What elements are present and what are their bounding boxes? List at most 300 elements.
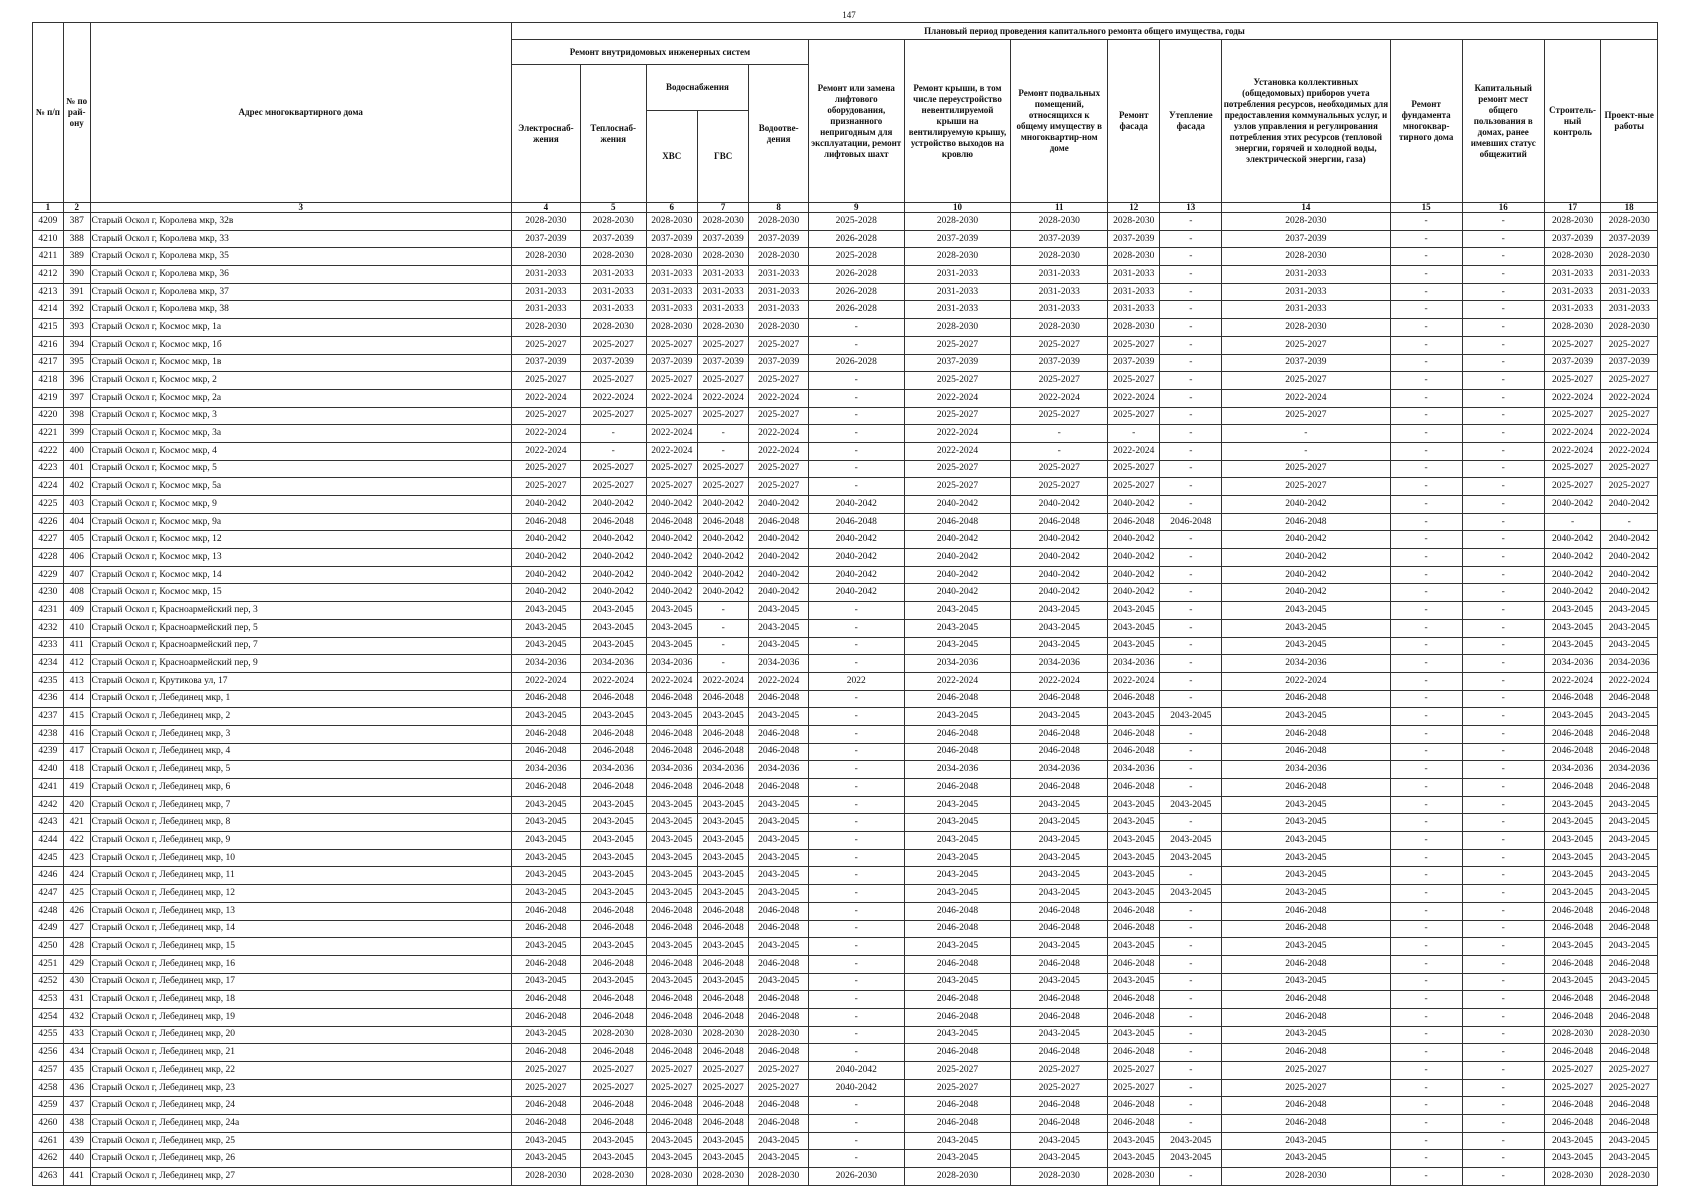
table-cell: 2025-2027 xyxy=(1108,478,1160,496)
table-cell: 2046-2048 xyxy=(1544,725,1601,743)
table-cell: 2043-2045 xyxy=(511,938,580,956)
table-cell: 2043-2045 xyxy=(1222,1132,1391,1150)
table-cell: 2025-2027 xyxy=(749,1062,809,1080)
table-cell: - xyxy=(1160,1097,1222,1115)
table-cell: 2046-2048 xyxy=(580,955,646,973)
address-cell: Старый Оскол г, Лебединец мкр, 19 xyxy=(90,1008,511,1026)
table-cell: 2037-2039 xyxy=(1011,230,1108,248)
table-cell: 2046-2048 xyxy=(1160,513,1222,531)
table-cell: 2043-2045 xyxy=(1160,849,1222,867)
table-cell: 2040-2042 xyxy=(1601,584,1658,602)
table-cell: 2046-2048 xyxy=(580,690,646,708)
table-cell: 2043-2045 xyxy=(1108,867,1160,885)
table-cell: 395 xyxy=(63,354,90,372)
address-cell: Старый Оскол г, Королева мкр, 36 xyxy=(90,266,511,284)
table-cell: - xyxy=(1390,708,1462,726)
table-cell: 4245 xyxy=(33,849,64,867)
table-cell: 2043-2045 xyxy=(1160,1150,1222,1168)
table-cell: 2022-2024 xyxy=(1544,389,1601,407)
table-cell: 2040-2042 xyxy=(808,1062,904,1080)
table-cell: - xyxy=(1390,460,1462,478)
table-cell: 2028-2030 xyxy=(1108,319,1160,337)
address-cell: Старый Оскол г, Королева мкр, 37 xyxy=(90,283,511,301)
table-cell: 2025-2027 xyxy=(1108,460,1160,478)
table-cell: 2046-2048 xyxy=(646,513,697,531)
table-cell: - xyxy=(1160,973,1222,991)
table-cell: 2046-2048 xyxy=(1222,1115,1391,1133)
table-cell: - xyxy=(1160,690,1222,708)
table-cell: 2040-2042 xyxy=(1601,549,1658,567)
address-cell: Старый Оскол г, Королева мкр, 32в xyxy=(90,213,511,231)
table-row xyxy=(33,460,1658,478)
table-cell: - xyxy=(1390,1044,1462,1062)
table-cell: 2046-2048 xyxy=(1108,1115,1160,1133)
table-cell: 2046-2048 xyxy=(1011,991,1108,1009)
address-cell: Старый Оскол г, Лебединец мкр, 21 xyxy=(90,1044,511,1062)
table-cell: 2025-2027 xyxy=(1222,1062,1391,1080)
table-cell: 2043-2045 xyxy=(749,637,809,655)
table-cell: - xyxy=(1462,849,1544,867)
table-cell: 2022-2024 xyxy=(1601,672,1658,690)
col-number: 18 xyxy=(1601,203,1658,213)
table-cell: 2043-2045 xyxy=(697,814,748,832)
table-cell: 2043-2045 xyxy=(1108,796,1160,814)
table-cell: - xyxy=(808,725,904,743)
table-cell: - xyxy=(808,637,904,655)
table-cell: 2031-2033 xyxy=(511,283,580,301)
address-cell: Старый Оскол г, Космос мкр, 12 xyxy=(90,531,511,549)
table-cell: 2040-2042 xyxy=(749,496,809,514)
table-cell: 2046-2048 xyxy=(1601,725,1658,743)
table-cell: - xyxy=(1390,655,1462,673)
table-cell: - xyxy=(1390,566,1462,584)
table-cell: 2046-2048 xyxy=(646,690,697,708)
table-cell: 402 xyxy=(63,478,90,496)
table-cell: - xyxy=(808,655,904,673)
address-cell: Старый Оскол г, Красноармейский пер, 5 xyxy=(90,619,511,637)
table-cell: - xyxy=(808,372,904,390)
table-cell: - xyxy=(808,1097,904,1115)
table-cell: 2043-2045 xyxy=(1160,832,1222,850)
address-cell: Старый Оскол г, Лебединец мкр, 16 xyxy=(90,955,511,973)
table-cell: 2046-2048 xyxy=(749,690,809,708)
table-cell: - xyxy=(808,796,904,814)
table-cell: 2022-2024 xyxy=(1108,672,1160,690)
table-cell: - xyxy=(1390,425,1462,443)
table-row xyxy=(33,513,1658,531)
table-cell: 2022-2024 xyxy=(904,389,1011,407)
table-cell: 2026-2028 xyxy=(808,354,904,372)
table-cell: 2046-2048 xyxy=(749,1044,809,1062)
table-cell: 2043-2045 xyxy=(580,1150,646,1168)
table-row xyxy=(33,442,1658,460)
table-cell: 2046-2048 xyxy=(511,1044,580,1062)
table-body xyxy=(33,213,1658,1186)
table-cell: 2046-2048 xyxy=(1544,1008,1601,1026)
table-row xyxy=(33,849,1658,867)
table-cell: 2043-2045 xyxy=(1544,867,1601,885)
table-cell: 2031-2033 xyxy=(749,283,809,301)
table-cell: - xyxy=(1390,619,1462,637)
table-cell: - xyxy=(1390,955,1462,973)
table-cell: 4251 xyxy=(33,955,64,973)
table-cell: 2043-2045 xyxy=(580,1132,646,1150)
table-cell: 2028-2030 xyxy=(904,213,1011,231)
table-cell: 2025-2027 xyxy=(646,372,697,390)
table-cell: 2025-2027 xyxy=(1544,478,1601,496)
table-cell: 2040-2042 xyxy=(808,531,904,549)
table-cell: 2043-2045 xyxy=(904,1026,1011,1044)
table-cell: - xyxy=(580,442,646,460)
table-cell: - xyxy=(1462,230,1544,248)
table-cell: 2028-2030 xyxy=(697,1168,748,1186)
table-cell: 2043-2045 xyxy=(646,814,697,832)
table-cell: 2040-2042 xyxy=(749,566,809,584)
table-cell: - xyxy=(1390,372,1462,390)
table-cell: 2028-2030 xyxy=(749,1168,809,1186)
table-cell: 440 xyxy=(63,1150,90,1168)
table-row xyxy=(33,1150,1658,1168)
table-cell: 2025-2027 xyxy=(697,1062,748,1080)
table-cell: - xyxy=(1462,301,1544,319)
table-cell: - xyxy=(1462,354,1544,372)
table-cell: - xyxy=(1160,991,1222,1009)
table-cell: 4260 xyxy=(33,1115,64,1133)
table-cell: 2046-2048 xyxy=(1011,955,1108,973)
table-cell: 2037-2039 xyxy=(1601,230,1658,248)
table-cell: 2040-2042 xyxy=(580,531,646,549)
table-cell: 2043-2045 xyxy=(749,938,809,956)
table-cell: 419 xyxy=(63,779,90,797)
table-cell: 2046-2048 xyxy=(697,743,748,761)
col-number: 12 xyxy=(1108,203,1160,213)
table-cell: 2046-2048 xyxy=(1544,1097,1601,1115)
table-cell: - xyxy=(1390,1097,1462,1115)
table-cell: - xyxy=(1160,1115,1222,1133)
table-cell: 2046-2048 xyxy=(580,920,646,938)
table-cell: 2046-2048 xyxy=(749,920,809,938)
table-header xyxy=(33,23,1658,213)
table-cell: 2043-2045 xyxy=(1108,832,1160,850)
table-cell: 2034-2036 xyxy=(904,655,1011,673)
table-cell: 2028-2030 xyxy=(749,1026,809,1044)
table-cell: 2040-2042 xyxy=(808,584,904,602)
table-cell: 432 xyxy=(63,1008,90,1026)
table-cell: - xyxy=(1160,743,1222,761)
table-cell: 409 xyxy=(63,602,90,620)
table-cell: - xyxy=(697,655,748,673)
table-cell: - xyxy=(1462,602,1544,620)
table-cell: 2031-2033 xyxy=(1108,283,1160,301)
table-cell: 2031-2033 xyxy=(646,283,697,301)
table-cell: 2028-2030 xyxy=(646,1168,697,1186)
table-cell: 2043-2045 xyxy=(1011,708,1108,726)
table-cell: 2043-2045 xyxy=(749,602,809,620)
table-cell: 2046-2048 xyxy=(1108,690,1160,708)
table-row xyxy=(33,708,1658,726)
table-cell: 2028-2030 xyxy=(646,213,697,231)
table-cell: 2043-2045 xyxy=(1601,973,1658,991)
table-cell: 2025-2027 xyxy=(1108,1079,1160,1097)
table-row xyxy=(33,796,1658,814)
table-cell: 2022-2024 xyxy=(1544,425,1601,443)
table-cell: 2046-2048 xyxy=(697,725,748,743)
table-row xyxy=(33,885,1658,903)
table-cell: 2025-2027 xyxy=(646,1079,697,1097)
table-cell: 2043-2045 xyxy=(749,1150,809,1168)
table-cell: - xyxy=(808,1132,904,1150)
table-cell: - xyxy=(1160,938,1222,956)
table-cell: 2043-2045 xyxy=(1544,885,1601,903)
table-cell: 2031-2033 xyxy=(904,301,1011,319)
table-cell: 2025-2027 xyxy=(1108,336,1160,354)
table-cell: 2031-2033 xyxy=(749,266,809,284)
address-cell: Старый Оскол г, Лебединец мкр, 24а xyxy=(90,1115,511,1133)
table-cell: - xyxy=(1462,1150,1544,1168)
table-cell: 4235 xyxy=(33,672,64,690)
table-cell: 2031-2033 xyxy=(646,301,697,319)
table-cell: 2031-2033 xyxy=(1222,283,1391,301)
table-cell: 2025-2027 xyxy=(1601,478,1658,496)
table-cell: 4214 xyxy=(33,301,64,319)
table-cell: 430 xyxy=(63,973,90,991)
table-cell: 2025-2027 xyxy=(511,1062,580,1080)
table-cell: 2028-2030 xyxy=(1011,248,1108,266)
table-cell: - xyxy=(1160,1026,1222,1044)
table-cell: 2025-2027 xyxy=(580,1062,646,1080)
table-cell: 2046-2048 xyxy=(511,955,580,973)
table-cell: 2043-2045 xyxy=(1544,973,1601,991)
table-cell: - xyxy=(1462,442,1544,460)
table-cell: - xyxy=(1462,584,1544,602)
table-cell: 4211 xyxy=(33,248,64,266)
header-facade-insulation: Утепление фасада xyxy=(1160,40,1222,203)
table-cell: 2046-2048 xyxy=(511,690,580,708)
table-cell: - xyxy=(1462,213,1544,231)
table-cell: 2046-2048 xyxy=(1222,725,1391,743)
table-cell: 2040-2042 xyxy=(1222,531,1391,549)
table-cell: 2046-2048 xyxy=(697,513,748,531)
table-cell: 2028-2030 xyxy=(1108,248,1160,266)
table-cell: 2046-2048 xyxy=(1544,955,1601,973)
table-cell: 2025-2027 xyxy=(749,336,809,354)
table-cell: 2046-2048 xyxy=(1108,955,1160,973)
table-cell: 2025-2027 xyxy=(1011,407,1108,425)
table-cell: 2046-2048 xyxy=(749,902,809,920)
table-cell: 2046-2048 xyxy=(511,743,580,761)
table-cell: 2025-2027 xyxy=(697,478,748,496)
table-cell: 2043-2045 xyxy=(580,637,646,655)
table-cell: 2025-2027 xyxy=(580,478,646,496)
table-cell: 2046-2048 xyxy=(1544,1115,1601,1133)
address-cell: Старый Оскол г, Лебединец мкр, 12 xyxy=(90,885,511,903)
table-cell: 2025-2027 xyxy=(511,336,580,354)
table-cell: - xyxy=(1160,531,1222,549)
table-cell: 4241 xyxy=(33,779,64,797)
table-cell: 2040-2042 xyxy=(808,496,904,514)
table-cell: - xyxy=(1462,743,1544,761)
table-cell: - xyxy=(1390,354,1462,372)
table-cell: 2043-2045 xyxy=(1108,885,1160,903)
table-cell: 4250 xyxy=(33,938,64,956)
table-cell: - xyxy=(1390,885,1462,903)
address-cell: Старый Оскол г, Лебединец мкр, 26 xyxy=(90,1150,511,1168)
table-cell: 4229 xyxy=(33,566,64,584)
table-cell: - xyxy=(1390,867,1462,885)
table-cell: 2022-2024 xyxy=(697,389,748,407)
table-cell: 2046-2048 xyxy=(904,991,1011,1009)
table-cell: 2025-2027 xyxy=(1011,336,1108,354)
header-num: № п/п xyxy=(33,23,64,203)
address-cell: Старый Оскол г, Лебединец мкр, 5 xyxy=(90,761,511,779)
table-cell: 2043-2045 xyxy=(904,867,1011,885)
table-cell: - xyxy=(1160,1168,1222,1186)
table-row xyxy=(33,283,1658,301)
table-cell: - xyxy=(1160,389,1222,407)
table-cell: 2034-2036 xyxy=(511,655,580,673)
table-cell: 4234 xyxy=(33,655,64,673)
table-cell: 2046-2048 xyxy=(1011,920,1108,938)
table-cell: 2046-2048 xyxy=(580,513,646,531)
table-cell: 2043-2045 xyxy=(904,796,1011,814)
address-cell: Старый Оскол г, Лебединец мкр, 4 xyxy=(90,743,511,761)
table-cell: 2043-2045 xyxy=(580,708,646,726)
table-cell: 2025-2027 xyxy=(1222,336,1391,354)
table-cell: - xyxy=(1390,283,1462,301)
address-cell: Старый Оскол г, Лебединец мкр, 25 xyxy=(90,1132,511,1150)
table-cell: 2043-2045 xyxy=(1222,708,1391,726)
table-cell: 2025-2027 xyxy=(1544,407,1601,425)
table-cell: 2028-2030 xyxy=(646,1026,697,1044)
table-row xyxy=(33,336,1658,354)
table-cell: 408 xyxy=(63,584,90,602)
table-cell: 2028-2030 xyxy=(511,248,580,266)
table-cell: - xyxy=(1390,849,1462,867)
table-cell: 2025-2027 xyxy=(697,1079,748,1097)
address-cell: Старый Оскол г, Крутикова ул, 17 xyxy=(90,672,511,690)
table-cell: 2031-2033 xyxy=(697,266,748,284)
table-cell: 2025-2027 xyxy=(904,460,1011,478)
table-cell: - xyxy=(1462,938,1544,956)
table-cell: 2040-2042 xyxy=(697,566,748,584)
table-cell: 4232 xyxy=(33,619,64,637)
table-cell: 2046-2048 xyxy=(511,1008,580,1026)
table-cell: 2043-2045 xyxy=(580,814,646,832)
table-cell: 2043-2045 xyxy=(580,832,646,850)
table-cell: 2043-2045 xyxy=(511,637,580,655)
table-cell: 2037-2039 xyxy=(749,230,809,248)
table-cell: 2043-2045 xyxy=(511,1132,580,1150)
table-row xyxy=(33,478,1658,496)
table-cell: 2043-2045 xyxy=(1601,867,1658,885)
table-cell: 2037-2039 xyxy=(580,230,646,248)
table-cell: 2043-2045 xyxy=(580,885,646,903)
table-cell: 2040-2042 xyxy=(580,549,646,567)
table-cell: 2046-2048 xyxy=(646,725,697,743)
table-cell: - xyxy=(1462,1097,1544,1115)
table-cell: 392 xyxy=(63,301,90,319)
table-cell: 2028-2030 xyxy=(1222,319,1391,337)
table-cell: 2025-2027 xyxy=(1601,460,1658,478)
table-cell: 2043-2045 xyxy=(904,832,1011,850)
table-cell: 2046-2048 xyxy=(1108,1008,1160,1026)
table-cell: 2034-2036 xyxy=(511,761,580,779)
table-row xyxy=(33,1062,1658,1080)
table-cell: 2046-2048 xyxy=(646,1008,697,1026)
table-cell: 2040-2042 xyxy=(904,549,1011,567)
table-row xyxy=(33,761,1658,779)
table-cell: 2037-2039 xyxy=(904,354,1011,372)
table-cell: 2043-2045 xyxy=(1108,849,1160,867)
table-cell: 2043-2045 xyxy=(1222,849,1391,867)
table-cell: 2043-2045 xyxy=(904,602,1011,620)
table-cell: 2046-2048 xyxy=(904,690,1011,708)
table-cell: 2025-2027 xyxy=(1011,478,1108,496)
table-cell: 2040-2042 xyxy=(904,584,1011,602)
table-cell: 2025-2027 xyxy=(1011,1079,1108,1097)
table-cell: 2046-2048 xyxy=(1011,1097,1108,1115)
table-cell: 2043-2045 xyxy=(904,1132,1011,1150)
table-cell: 2025-2027 xyxy=(646,1062,697,1080)
table-cell: 2034-2036 xyxy=(1222,761,1391,779)
table-cell: - xyxy=(1390,496,1462,514)
table-cell: 4223 xyxy=(33,460,64,478)
table-cell: 2025-2027 xyxy=(749,372,809,390)
table-cell: 2043-2045 xyxy=(749,973,809,991)
table-cell: 2046-2048 xyxy=(511,779,580,797)
table-cell: 2025-2027 xyxy=(511,478,580,496)
table-row xyxy=(33,938,1658,956)
table-cell: 2040-2042 xyxy=(580,584,646,602)
table-cell: - xyxy=(808,761,904,779)
table-cell: 2028-2030 xyxy=(1011,319,1108,337)
table-cell: - xyxy=(1462,496,1544,514)
table-cell: 4212 xyxy=(33,266,64,284)
table-cell: - xyxy=(1222,442,1391,460)
address-cell: Старый Оскол г, Лебединец мкр, 3 xyxy=(90,725,511,743)
table-cell: 2028-2030 xyxy=(1544,213,1601,231)
table-cell: 2028-2030 xyxy=(646,319,697,337)
table-row xyxy=(33,230,1658,248)
table-cell: - xyxy=(1462,920,1544,938)
table-cell: 2043-2045 xyxy=(904,708,1011,726)
table-cell: - xyxy=(1160,602,1222,620)
table-cell: 4210 xyxy=(33,230,64,248)
table-cell: 397 xyxy=(63,389,90,407)
table-cell: 2031-2033 xyxy=(1544,266,1601,284)
table-cell: 2046-2048 xyxy=(697,1044,748,1062)
table-cell: 4256 xyxy=(33,1044,64,1062)
header-dormitory: Капитальный ремонт мест общего пользования в домах, ранее имевших статус общежитий xyxy=(1462,40,1544,203)
table-cell: - xyxy=(808,1044,904,1062)
table-cell: - xyxy=(1462,1008,1544,1026)
table-cell: 2031-2033 xyxy=(1011,301,1108,319)
table-cell: - xyxy=(1160,425,1222,443)
table-cell: 2022-2024 xyxy=(646,389,697,407)
table-row xyxy=(33,1168,1658,1186)
table-cell: 2040-2042 xyxy=(1222,496,1391,514)
table-cell: 2043-2045 xyxy=(1222,1026,1391,1044)
table-cell: 2043-2045 xyxy=(1544,1132,1601,1150)
table-row xyxy=(33,832,1658,850)
table-cell: 2046-2048 xyxy=(904,725,1011,743)
table-cell: - xyxy=(1390,319,1462,337)
table-cell: 2043-2045 xyxy=(1108,619,1160,637)
table-cell: 4216 xyxy=(33,336,64,354)
col-number: 16 xyxy=(1462,203,1544,213)
table-cell: 2043-2045 xyxy=(1011,796,1108,814)
table-row xyxy=(33,531,1658,549)
